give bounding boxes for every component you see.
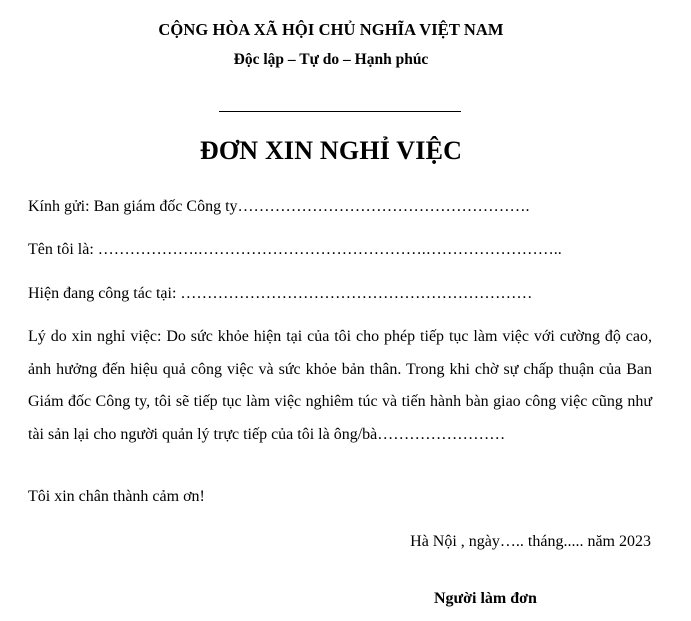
name-line: Tên tôi là: ……………….…………………………………….…………………….. xyxy=(28,241,562,258)
thanks-line: Tôi xin chân thành cảm ơn! xyxy=(28,488,205,505)
signer-label: Người làm đơn xyxy=(434,590,537,607)
place-date-line: Hà Nội , ngày….. tháng..... năm 2023 xyxy=(410,533,651,550)
document-title: ĐƠN XIN NGHỈ VIỆC xyxy=(199,136,463,165)
nation-title: CỘNG HÒA XÃ HỘI CHỦ NGHĨA VIỆT NAM xyxy=(158,20,504,39)
reason-paragraph: Lý do xin nghỉ việc: Do sức khỏe hiện tại của tôi cho phép tiếp tục làm việc với cường độ cao, ảnh hưởng đến hiệu quả công việc và sức khỏe bản thân. Trong khi chờ sự chấp thuận của Ban Giám đốc Công ty, tôi sẽ tiếp tục làm việc nghiêm túc và tiến hành bàn giao công việc cũng như tài sản lại cho người quản lý trực tiếp của tôi là ông/bà…………………… xyxy=(28,328,652,443)
header-divider xyxy=(219,111,461,112)
nation-motto: Độc lập – Tự do – Hạnh phúc xyxy=(233,51,429,68)
recipient-line: Kính gửi: Ban giám đốc Công ty………………………………………………. xyxy=(28,198,530,215)
workplace-line: Hiện đang công tác tại: ………………………………………………………… xyxy=(28,285,533,302)
